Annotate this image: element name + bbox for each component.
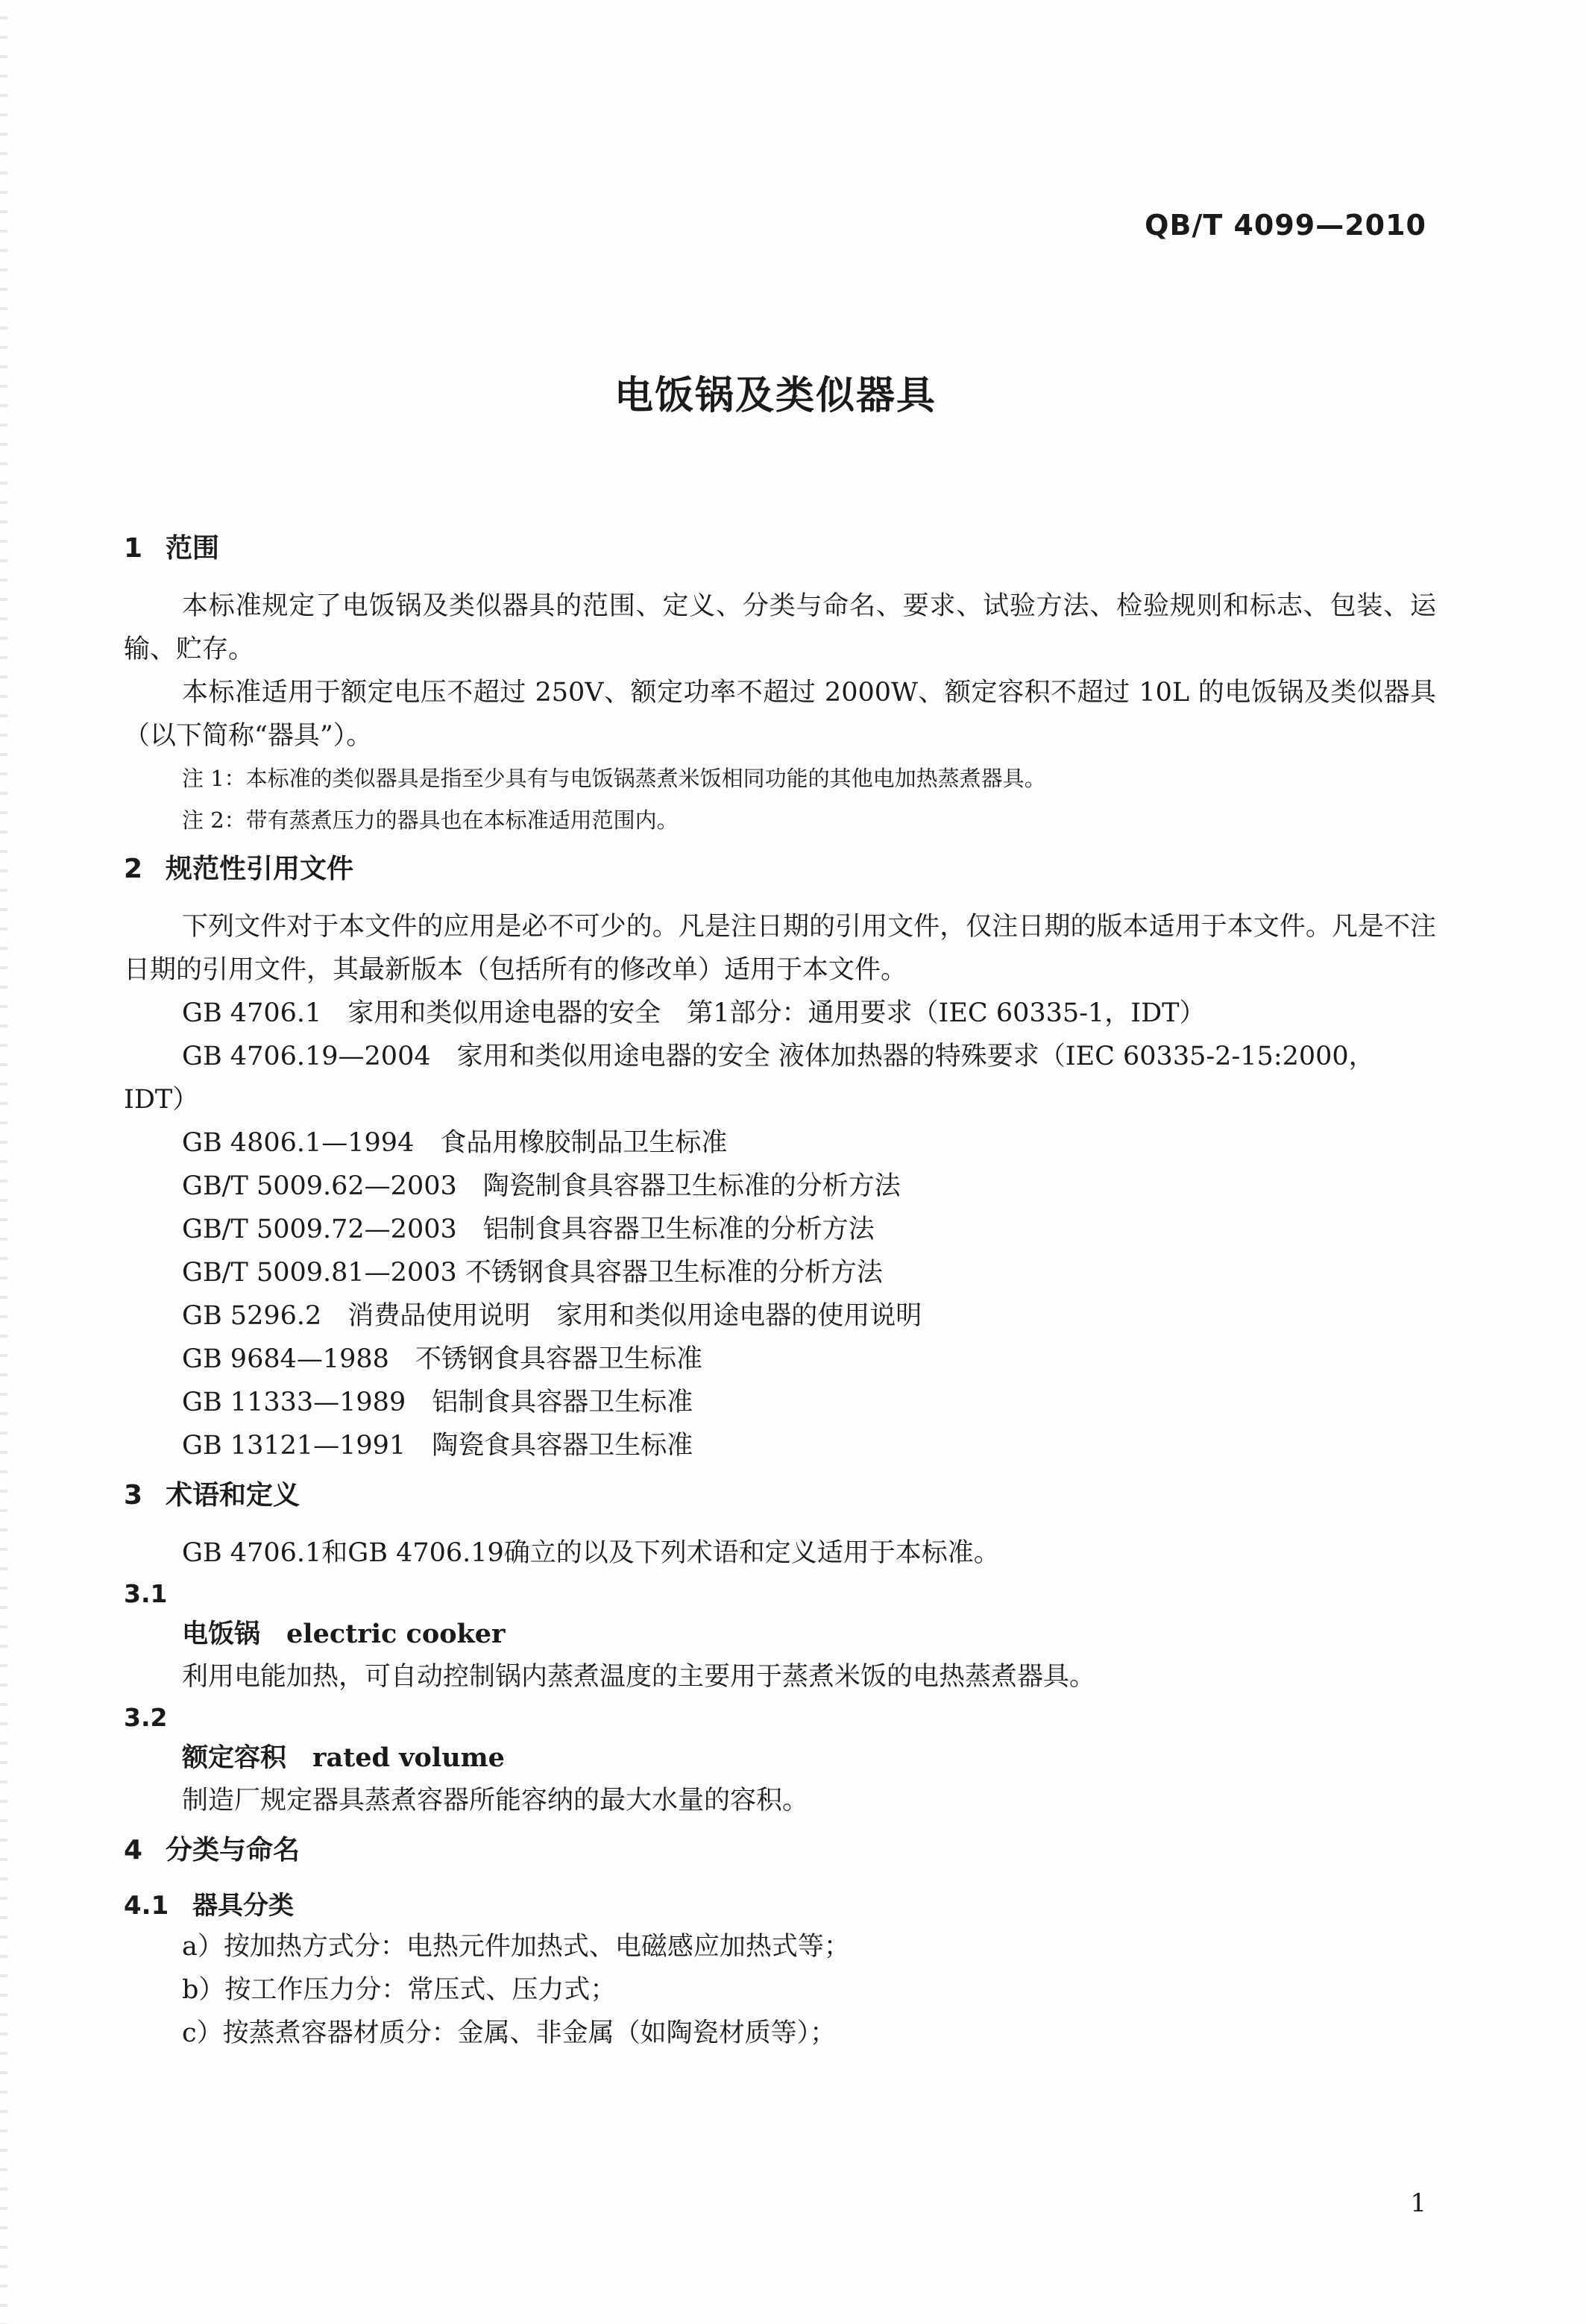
section-heading-terms [124,1478,1436,1514]
term-name: 电饭锅 electric cooker [182,1619,506,1649]
subsection-title: 器具分类 [192,1891,294,1921]
section-heading-scope [124,531,1436,567]
page-number: 1 [1410,2188,1426,2218]
reference-item: GB 9684—1988 不锈钢食具容器卫生标准 [182,1344,702,1374]
standard-code: QB/T 4099—2010 [1145,209,1426,242]
section-title: 术语和定义 [166,1480,300,1511]
reference-item: GB 4706.1 家用和类似用途电器的安全 第1部分：通用要求（IEC 60335-1，IDT） [182,998,1206,1028]
document-title: 电饭锅及类似器具 [614,374,937,418]
paragraph: 本标准规定了电饭锅及类似器具的范围、定义、分类与命名、要求、试验方法、检验规则和标志、包装、运输、贮存。 [124,591,1436,664]
term-definition: 利用电能加热，可自动控制锅内蒸煮温度的主要用于蒸煮米饭的电热蒸煮器具。 [182,1662,1096,1692]
subsection-number: 4.1 [124,1891,169,1921]
section-number: 2 [124,854,143,884]
reference-item: GB 13121—1991 陶瓷食具容器卫生标准 [182,1431,693,1461]
scan-edge [0,0,7,2324]
list-item: c）按蒸煮容器材质分：金属、非金属（如陶瓷材质等）； [182,2018,837,2048]
section-title: 范围 [166,533,220,564]
note: 注 1：本标准的类似器具是指至少具有与电饭锅蒸煮米饭相同功能的其他电加热蒸煮器具。 [182,766,1046,791]
reference-item: GB 4706.19—2004 家用和类似用途电器的安全 液体加热器的特殊要求（IEC 60335-2-15:2000，IDT） [124,1042,1375,1115]
section-heading-normative-references [124,851,1436,887]
paragraph: 本标准适用于额定电压不超过 250V、额定功率不超过 2000W、额定容积不超过 10L 的电饭锅及类似器具（以下简称“器具”）。 [124,678,1436,751]
paragraph: 下列文件对于本文件的应用是必不可少的。凡是注日期的引用文件，仅注日期的版本适用于本文件。凡是不注日期的引用文件，其最新版本（包括所有的修改单）适用于本文件。 [124,912,1436,985]
section-number: 3 [124,1480,143,1511]
section-heading-classification [124,1833,1436,1868]
section-title: 分类与命名 [166,1835,300,1865]
paragraph: GB 4706.1和GB 4706.19确立的以及下列术语和定义适用于本标准。 [182,1538,1000,1568]
reference-item: GB 4806.1—1994 食品用橡胶制品卫生标准 [182,1128,728,1158]
reference-item: GB/T 5009.62—2003 陶瓷制食具容器卫生标准的分析方法 [182,1171,901,1201]
reference-item: GB/T 5009.72—2003 铝制食具容器卫生标准的分析方法 [182,1215,875,1244]
term-number: 3.1 [124,1579,168,1608]
term-definition: 制造厂规定器具蒸煮容器所能容纳的最大水量的容积。 [182,1786,809,1816]
list-item: b）按工作压力分：常压式、压力式； [182,1975,617,2005]
section-number: 4 [124,1835,143,1865]
reference-item: GB 5296.2 消费品使用说明 家用和类似用途电器的使用说明 [182,1301,922,1331]
term-name: 额定容积 rated volume [182,1742,505,1773]
subsection-heading [124,1886,1436,1925]
list-item: a）按加热方式分：电热元件加热式、电磁感应加热式等； [182,1932,850,1962]
note: 注 2：带有蒸煮压力的器具也在本标准适用范围内。 [182,807,679,833]
section-title: 规范性引用文件 [166,854,354,884]
reference-item: GB 11333—1989 铝制食具容器卫生标准 [182,1388,693,1417]
reference-item: GB/T 5009.81—2003 不锈钢食具容器卫生标准的分析方法 [182,1258,883,1288]
term-number: 3.2 [124,1703,168,1732]
section-number: 1 [124,533,143,564]
document-body [124,531,1436,2055]
